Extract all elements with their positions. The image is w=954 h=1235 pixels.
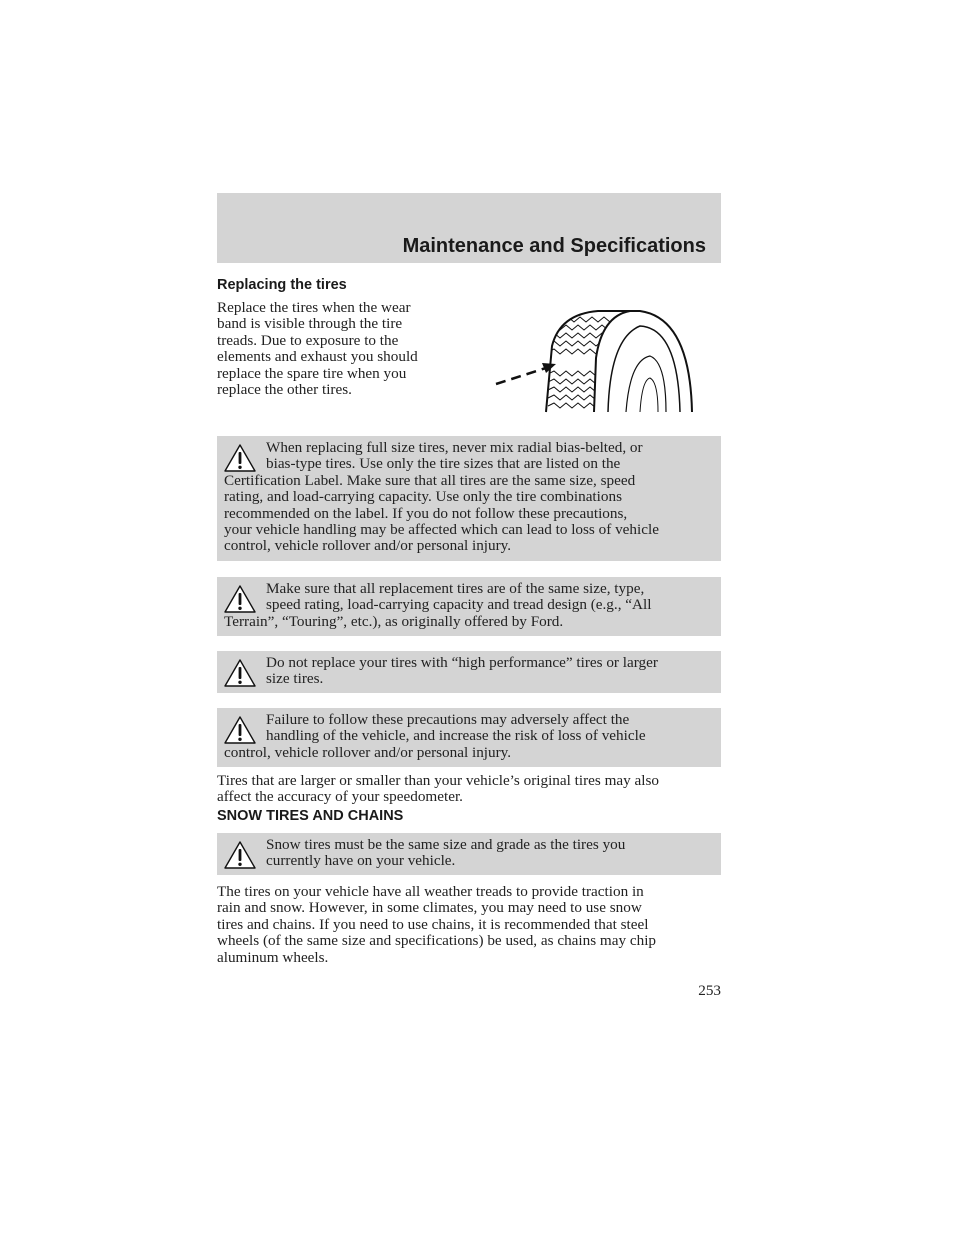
paragraph-line: rain and snow. However, in some climates, you may need to use snow	[217, 899, 642, 917]
warning-line: Snow tires must be the same size and grade as the tires you	[266, 836, 626, 853]
tire-illustration	[490, 308, 700, 414]
warning-box	[217, 708, 721, 767]
intro-line: elements and exhaust you should	[217, 348, 418, 366]
intro-line: replace the spare tire when you	[217, 364, 407, 382]
section-header-band	[217, 193, 721, 263]
warning-line: speed rating, load-carrying capacity and tread design (e.g., “All	[266, 596, 652, 614]
paragraph-line: aluminum wheels.	[217, 948, 329, 966]
warning-text	[224, 837, 716, 870]
intro-line: band is visible through the tire	[217, 315, 403, 333]
warning-box	[217, 833, 721, 875]
warning-line: bias-type tires. Use only the tire sizes that are listed on the	[266, 455, 621, 473]
snow-tires-paragraph	[217, 884, 721, 966]
warning-line: handling of the vehicle, and increase the risk of loss of vehicle	[266, 727, 646, 745]
warning-box	[217, 651, 721, 693]
section-heading-replacing-tires: Replacing the tires	[217, 277, 347, 293]
warning-line: size tires.	[266, 670, 324, 688]
warning-line: rating, and load-carrying capacity. Use only the tire combinations	[224, 488, 622, 506]
paragraph-line: affect the accuracy of your speedometer.	[217, 788, 463, 806]
warning-line: recommended on the label. If you do not follow these precautions,	[224, 504, 628, 522]
warning-text	[224, 712, 716, 761]
paragraph-line: wheels (of the same size and specifications) be used, as chains may chip	[217, 932, 657, 950]
warning-line: your vehicle handling may be affected which can lead to loss of vehicle	[224, 521, 659, 539]
intro-line: replace the other tires.	[217, 381, 352, 399]
warning-text	[224, 440, 716, 555]
intro-paragraph	[217, 300, 457, 398]
warning-line: Certification Label. Make sure that all tires are the same size, speed	[224, 471, 636, 489]
paragraph-line: The tires on your vehicle have all weather treads to provide traction in	[217, 883, 644, 900]
warning-line: control, vehicle rollover and/or personal injury.	[224, 537, 512, 555]
warning-box	[217, 577, 721, 636]
paragraph-line: Tires that are larger or smaller than your vehicle’s original tires may also	[217, 772, 660, 789]
warning-line: Failure to follow these precautions may adversely affect the	[266, 711, 630, 728]
warning-text	[224, 581, 716, 630]
warning-line: Terrain”, “Touring”, etc.), as originally offered by Ford.	[224, 612, 564, 630]
warning-box	[217, 436, 721, 561]
warning-line: Do not replace your tires with “high performance” tires or larger	[266, 654, 658, 671]
warning-line: Make sure that all replacement tires are of the same size, type,	[266, 580, 645, 597]
page-number: 253	[698, 982, 721, 999]
warning-text	[224, 655, 716, 688]
warning-line: When replacing full size tires, never mix radial bias-belted, or	[266, 439, 643, 456]
intro-line: Replace the tires when the wear	[217, 299, 411, 316]
warning-line: control, vehicle rollover and/or personal injury.	[224, 743, 512, 761]
warning-line: currently have on your vehicle.	[266, 852, 456, 870]
speedometer-paragraph	[217, 773, 721, 806]
paragraph-line: tires and chains. If you need to use chains, it is recommended that steel	[217, 915, 649, 933]
intro-line: treads. Due to exposure to the	[217, 331, 399, 349]
page-title: Maintenance and Specifications	[402, 235, 706, 257]
section-heading-snow-tires: SNOW TIRES AND CHAINS	[217, 808, 404, 824]
